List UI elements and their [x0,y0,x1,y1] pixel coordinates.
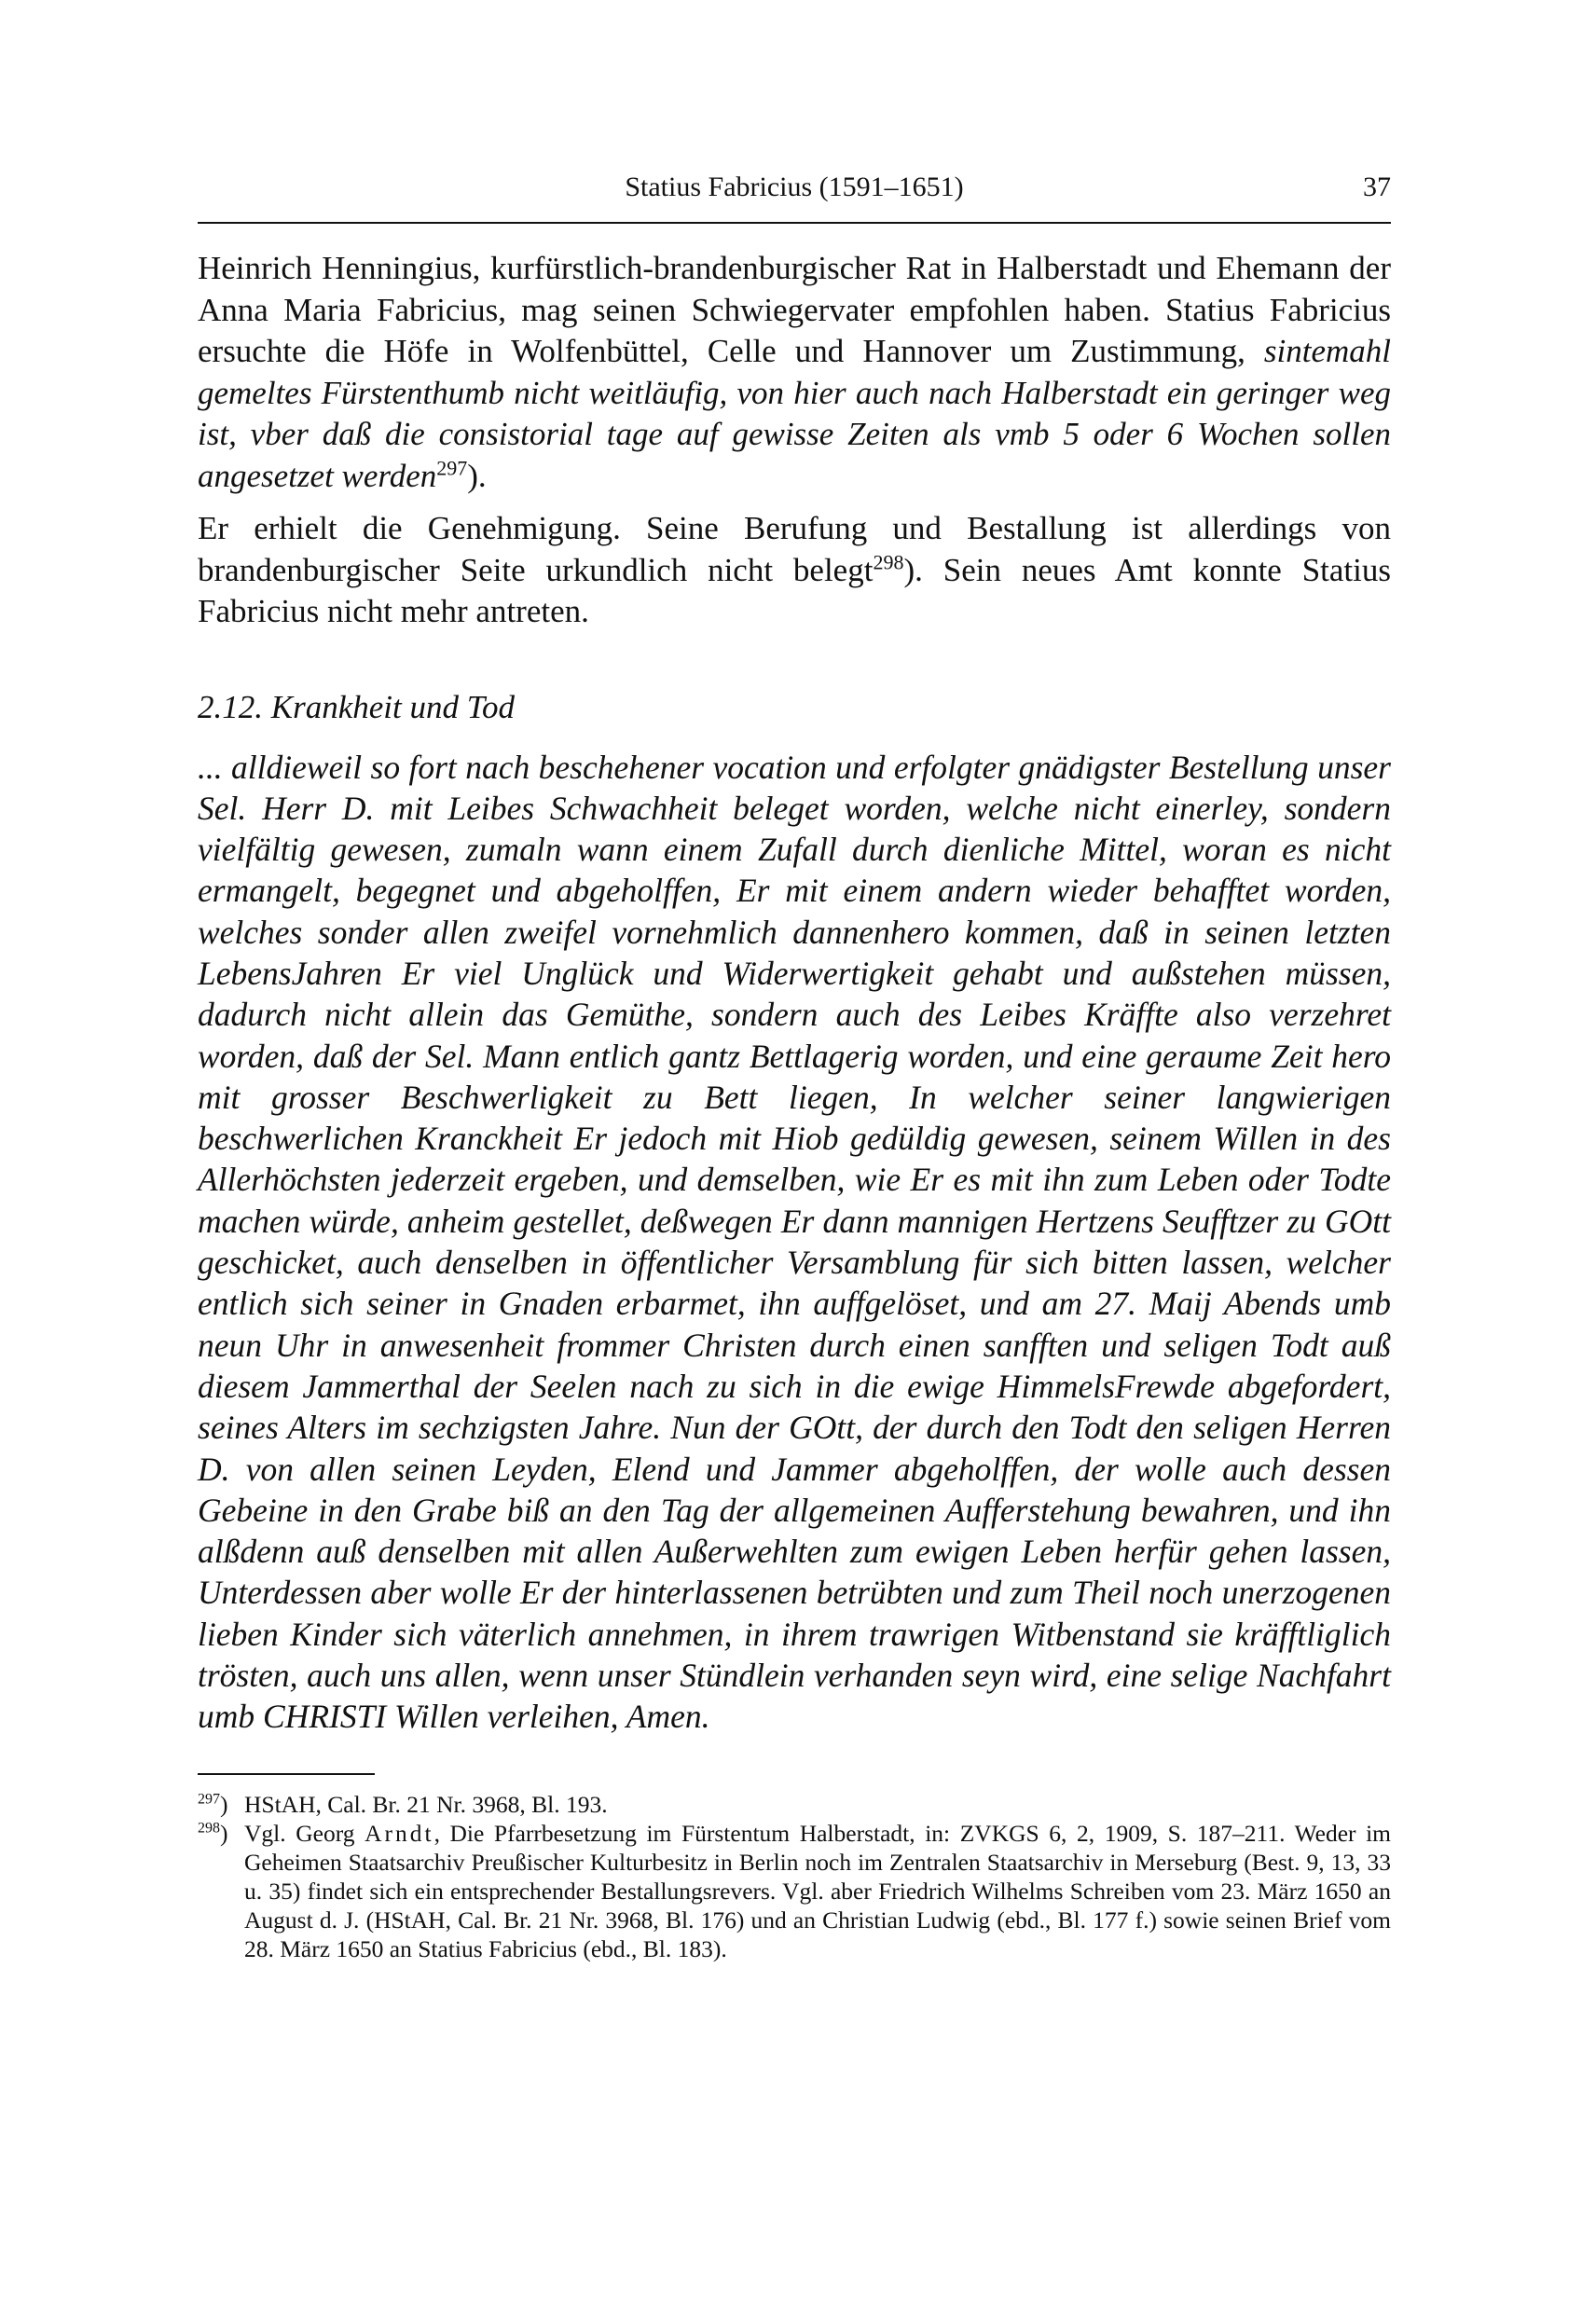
running-title: Statius Fabricius (1591–1651) [625,172,964,202]
footnote-ref-298[interactable]: 298 [873,549,904,573]
body-paragraph-1 [198,248,1391,497]
footnote-mark: $^{298}$) [198,1819,228,1847]
footnote-author: Arndt [365,1819,434,1847]
footnote-298 [198,1819,1391,1963]
paragraph-1-text: Heinrich Henningius, kurfürstlich-brandenburgischer Rat in Halberstadt und Ehemann der Anna Maria Fabricius, mag seinen Schwiegervater empfohlen haben. Statius Fabricius ersuchte die Höfe in Wolfenbüttel, Celle und Hannover um Zustimmung, [198,250,1391,369]
body-paragraph-2 [198,508,1391,633]
footnote-number: 297 [198,1791,220,1808]
footnote-mark: $^{297}$) [198,1790,228,1818]
footnote-text-a: Vgl. Georg [244,1819,365,1847]
book-page [198,166,1391,1963]
paragraph-1-quotation: sintemahl gemeltes Fürstenthumb nicht weitläufig, von hier auch nach Halberstadt ein geringer weg ist, vber daß die consistorial tage auf gewisse Zeiten als vmb 5 oder 6 Wochen sollen angesetzet werden [198,333,1391,494]
footnote-number: 298 [198,1820,220,1837]
block-quotation: ... alldieweil so fort nach beschehener vocation und erfolgter gnädigster Bestellung unser Sel. Herr D. mit Leibes Schwachheit beleget worden, welche nicht einerley, sondern vielfältig gewesen, zumaln wann einem Zufall durch dienliche Mittel, woran es nicht ermangelt, begegnet und abgeholffen, Er mit einem andern wieder behafftet worden, welches sonder allen zweifel vornehmlich dannenhero kommen, daß in seinen letzten LebensJahren Er viel Unglück und Widerwertigkeit gehabt und außstehen müssen, dadurch nicht allein das Gemüthe, sondern auch des Leibes Kräffte also verzehret worden, daß der Sel. Mann entlich gantz Bettlagerig worden, und eine geraume Zeit hero mit grosser Beschwerligkeit zu Bett liegen, In welcher seiner langwierigen beschwerlichen Kranckheit Er jedoch mit Hiob gedüldig gewesen, seinem Willen in des Allerhöchsten jederzeit ergeben, und demselben, wie Er es mit ihn zum Leben oder Todte machen würde, anheim gestellet, deßwegen Er dann mannigen Hertzens Seufftzer zu GOtt geschicket, auch denselben in öffentlicher Versamblung für sich bitten lassen, welcher entlich sich seiner in Gnaden erbarmet, ihn auffgelöset, und am 27. Maij Abends umb neun Uhr in anwesenheit frommer Christen durch einen sanfften und seligen Todt auß diesem Jammerthal der Seelen nach zu sich in die ewige HimmelsFrewde abgefordert, seines Alters im sechzigsten Jahre. Nun der GOtt, der durch den Todt den seligen Herren D. von allen seinen Leyden, Elend und Jammer abgeholffen, der wolle auch dessen Gebeine in den Grabe biß an den Tag der allgemeinen Aufferstehung bewahren, und ihn alßdenn auß denselben mit allen Außerwehlten zum ewigen Leben herfür gehen lassen, Unterdessen aber wolle Er der hinterlassenen betrübten und zum Theil noch unerzogenen lieben Kinder sich väterlich annehmen, in ihrem trawrigen Witbenstand sie kräfftliglich trösten, auch uns allen, wenn unser Stündlein verhanden seyn wird, eine selige Nachfahrt umb CHRISTI Willen verleihen, Amen. [198,748,1391,1736]
footnote-text: HStAH, Cal. Br. 21 Nr. 3968, Bl. 193. [244,1790,608,1818]
header-rule [198,222,1391,224]
footnote-rule [198,1773,375,1775]
page-number: 37 [1363,172,1391,202]
footnote-text-b: , Die Pfarrbesetzung im Fürstentum Halberstadt, in: ZVKGS 6, 2, 1909, S. 187–211. Weder im Geheimen Staatsarchiv Preußischer Kulturbesitz in Berlin noch im Zentralen Staatsarchiv in Merseburg (Best. 9, 13, 33 u. 35) findet sich ein entsprechender Bestallungsrevers. Vgl. aber Friedrich Wilhelms Schreiben vom 23. März 1650 an August d. J. (HStAH, Cal. Br. 21 Nr. 3968, Bl. 176) und an Christian Ludwig (ebd., Bl. 177 f.) sowie seinen Brief vom 28. März 1650 an Statius Fabricius (ebd., Bl. 183). [244,1819,1392,1962]
paragraph-2-text-b: ). Sein neues Amt konnte Statius Fabricius nicht mehr antreten. [198,551,1391,629]
paragraph-1-tail: ). [467,457,487,494]
running-header [198,166,1391,209]
footnote-ref-297[interactable]: 297 [436,455,468,479]
paragraph-2-text-a: Er erhielt die Genehmigung. Seine Berufung und Bestallung ist allerdings von brandenburgischer Seite urkundlich nicht belegt [198,510,1391,588]
section-heading: 2.12. Krankheit und Tod [198,688,515,725]
footnote-297 [198,1790,1391,1819]
